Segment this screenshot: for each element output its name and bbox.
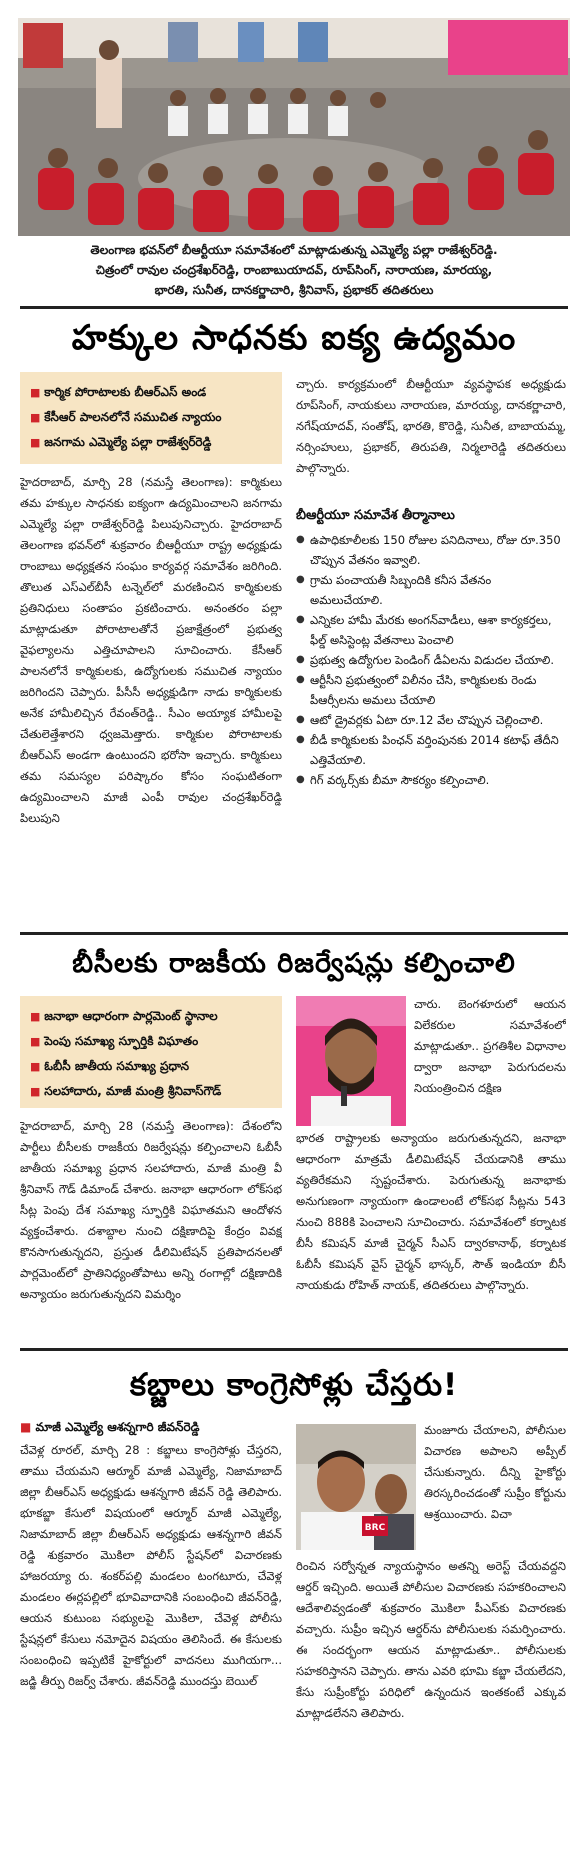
resolutions-list <box>296 530 566 926</box>
resolution-item: ● బీడీ కార్మికులకు పింఛన్ వర్తింపునకు 2014 కటాఫ్ తేదీని ఎత్తివేయాలి. <box>296 730 566 770</box>
kicker-box-2 <box>20 996 282 1108</box>
resolutions-title: బీఆర్టీయూ సమావేశ తీర్మానాలు <box>296 508 455 523</box>
byline: ■ మాజీ ఎమ్మెల్యే ఆశన్నగారి జీవన్‌రెడ్డి <box>20 1420 199 1437</box>
kicker-item: ■ జనగామ ఎమ్మెల్యే పల్లా రాజేశ్వర్‌రెడ్డి <box>30 430 272 455</box>
story3-body-right: రించిన సర్వోన్నత న్యాయస్థానం అతన్ని అరెస్ట్ చేయవద్దని ఆర్డర్ ఇచ్చింది. అయితే పోలీసుల విచారణకు సహకరించాలని ఆదేశాలివ్వడంతో శుక్రవారం మొకిలా పీఎస్‌కు విచారణకు వచ్చారు. సుప్రీం ఇచ్చిన ఆర్డర్‌ను పోలీసులకు సమర్పించారు. ఈ సందర్భంగా ఆయన మాట్లాడుతూ.. పోలీసులకు సహకరిస్తానని చెప్పారు. తాను ఎవరి భూమి కబ్జా చేయలేదని, కేసు సుప్రీంకోర్టు పరిధిలో ఉన్నందున ఇంతకంటే ఎక్కువ మాట్లాడలేనని తెలిపారు. <box>296 1559 566 1720</box>
resolution-item: ● ఆటో డ్రైవర్లకు ఏటా రూ.12 వేల చొప్పున చెల్లించాలి. <box>296 710 566 730</box>
section-rule <box>20 932 568 935</box>
story1-body-right: చ్చారు. కార్యక్రమంలో బీఆర్టీయూ వ్యవస్థాపక అధ్యక్షుడు రూప్‌సింగ్, నాయకులు నారాయణ, మారయ్య, దానకర్ణాచారి, నగేష్‌యాదవ్, సంతోష్, భారతి, కొరెడ్డి, సునీత, బాబాయమ్మ, నర్సింహులు, ప్రభాకర్, తిరుపతి, నిర్మలారెడ్డి తదితరులు పాల్గొన్నారు. <box>296 377 566 475</box>
kicker-item: ■ కార్మిక పోరాటాలకు బీఆర్ఎస్ అండ <box>30 380 272 405</box>
photo-caption <box>18 240 570 300</box>
srinivas-goud-photo <box>296 996 406 1126</box>
headline-1: హక్కుల సాధనకు ఐక్య ఉద్యమం <box>71 318 517 358</box>
story3-body-right-top: మంజూరు చేయాలని, పోలీసుల విచారణ అపాలని అప్పీల్ చేసుకున్నారు. దీన్ని హైకోర్టు తిరస్కరించడంతో సుప్రీం కోర్టును ఆశ్రయించారు. విచా <box>424 1423 566 1521</box>
kicker-item: ■ జనాభా ఆధారంగా పార్లమెంట్ స్థానాల <box>30 1004 272 1029</box>
story2-body-right-top: చారు. బెంగళూరులో ఆయన విలేకరుల సమావేశంలో మాట్లాడుతూ.. ప్రగతిశీల విధానాల ద్వారా జనాభా పెరుగుదలను నియంత్రించిన దక్షిణ <box>414 997 566 1095</box>
caption-line: భారతి, సునీత, దానకర్ణాచారి, శ్రీనివాస్, ప్రభాకర్ తదితరులు <box>154 283 434 297</box>
meeting-photo <box>18 18 570 236</box>
kicker-item: ■ కేసీఆర్ పాలనలోనే సముచిత న్యాయం <box>30 405 272 430</box>
story3-body-left: చేవెళ్ల రూరల్, మార్చి 28 : కబ్జాలు కాంగ్రెసోళ్లు చేస్తరని, తాము చేయమని ఆర్మూర్ మాజీ ఎమ్మెల్యే, నిజామాబాద్ జిల్లా బీఆర్ఎస్ అధ్యక్షుడు ఆశన్నగారి జీవన్ రెడ్డి తెలిపారు. భూకబ్జా కేసులో విషయంలో ఆర్మూర్ మాజీ ఎమ్మెల్యే, నిజామాబాద్ జిల్లా బీఆర్ఎస్ అధ్యక్షుడు ఆశన్నగారి జీవన్ రెడ్డి శుక్రవారం మొకిలా పోలీస్ స్టేషన్‌లో విచారణకు హాజరయ్యా రు. శంకర్‌పల్లి మండలం టంగటూరు, చేవెళ్ల మండలం ఈర్లపల్లిలో భూవివాదానికి సంబంధించి జీవన్‌రెడ్డి, ఆయన కుటుంబ సభ్యులపై మొకిలా, చేవెళ్ల పోలీసు స్టేషన్లలో కేసులు నమోదైన విషయం తెలిసిందే. ఈ కేసులకు సంబంధించి ఇప్పటికే హైకోర్టులో వాదనలు ముగియగా... జడ్జి తీర్పు రిజర్వ్ చేశారు. జీవన్‌రెడ్డి ముందస్తు బెయిల్ <box>20 1443 282 1688</box>
kicker-item: ■ ఓబీసీ జాతీయ సమాఖ్య ప్రధాన <box>30 1054 272 1079</box>
story2-body-right: భారత రాష్ట్రాలకు అన్యాయం జరుగుతున్నదని, జనాభా ఆధారంగా మాత్రమే డీలిమిటేషన్ చేయడానికి తాము వ్యతిరేకమని స్పష్టంచేశారు. పెరుగుతున్న జనాభాకు అనుగుణంగా న్యాయంగా ఉండాలంటే లోక్‌సభ సీట్లను 543 నుంచి 888కి పెంచాలని సూచించారు. సమావేశంలో కర్నాటక బీసీ కమిషన్ మాజీ చైర్మన్ సీఎస్ ద్వారకానాథ్, కర్నాటక ఓబీసీ కమిషన్ వైస్ చైర్మన్ భాస్కర్, సౌత్ ఇండియా బీసీ నాయకుడు రోహిత్ నాయక్, తదితరులు పాల్గొన్నారు. <box>296 1131 566 1292</box>
section-rule <box>20 306 568 309</box>
jeevan-reddy-photo <box>296 1424 416 1550</box>
headline-3: కబ్జాలు కాంగ్రెసోళ్లు చేస్తరు! <box>129 1367 459 1403</box>
resolution-item: ● ఎన్నికల హామీ మేరకు అంగన్‌వాడీలు, ఆశా కార్యకర్తలు, ఫీల్డ్ అసిస్టెంట్ల వేతనాలు పెంచాలి <box>296 610 566 650</box>
story2-body-left: హైదరాబాద్, మార్చి 28 (నమస్తే తెలంగాణ): దేశంలోని పార్టీలు బీసీలకు రాజకీయ రిజర్వేషన్లు కల్పించాలని ఓబీసీ జాతీయ సమాఖ్య ప్రధాన సలహాదారు, మాజీ మంత్రి వీ శ్రీనివాస్ గౌడ్ డిమాండ్ చేశారు. జనాభా ఆధారంగా లోక్‌సభ సీట్ల పెంపు దేశ సమాఖ్య స్ఫూర్తికి విఘాతమని ఆందోళన వ్యక్తంచేశారు. దశాబ్దాల నుంచి దక్షిణాదిపై కేంద్రం వివక్ష కొనసాగుతున్నదని, ప్రస్తుత డీలిమిటేషన్ ప్రతిపాదనలతో పార్లమెంట్‌లో ప్రాతినిధ్యంతోపాటు అన్ని రంగాల్లో దక్షిణాదికి అన్యాయం జరుగుతున్నదని విమర్శిం <box>20 1119 282 1301</box>
resolution-item: ● ప్రభుత్వ ఉద్యోగుల పెండింగ్ డీఏలను విడుదల చేయాలి. <box>296 650 566 670</box>
headline-2: బీసీలకు రాజకీయ రిజర్వేషన్లు కల్పించాలి <box>72 948 516 979</box>
kicker-item: ■ సలహాదారు, మాజీ మంత్రి శ్రీనివాస్‌గౌడ్ <box>30 1079 272 1104</box>
mic-badge: BRC <box>364 1523 386 1533</box>
caption-line: చిత్రంలో రావుల చంద్రశేఖర్‌రెడ్డి, రాంబాబుయాదవ్, రూప్‌సింగ్, నారాయణ, మారయ్య, <box>95 263 493 277</box>
resolution-item: ● ఆర్టీసీని ప్రభుత్వంలో విలీనం చేసి, కార్మికులకు రెండు పీఆర్సీలను అమలు చేయాలి <box>296 670 566 710</box>
story1-body-left: హైదరాబాద్, మార్చి 28 (నమస్తే తెలంగాణ): కార్మికులు తమ హక్కుల సాధనకు ఐక్యంగా ఉద్యమించాలని జనగామ ఎమ్మెల్యే పల్లా రాజేశ్వర్‌రెడ్డి పిలుపునిచ్చారు. హైదరాబాద్ తెలంగాణ భవన్‌లో శుక్రవారం బీఆర్టీయూ రాష్ట్ర అధ్యక్షుడు రాంబాబు అధ్యక్షతన సంఘం కార్యవర్గ సమావేశం జరిగింది. తొలుత ఎస్ఎల్‌బీసీ టన్నెల్‌లో మరణించిన కార్మికులకు ప్రతినిధులు సంతాపం ప్రకటించారు. అనంతరం పల్లా మాట్లాడుతూ పోరాటాలతోనే ప్రజాక్షేత్రంలో ప్రభుత్వ వైఫల్యాలను ఎత్తిచూపాలని సూచించారు. కేసీఆర్ పాలనలోనే కార్మికులకు, ఉద్యోగులకు సముచిత న్యాయం జరిగిందని చెప్పారు. పీసీసీ అధ్యక్షుడిగా నాడు కార్మికులకు అనేక హామీలిచ్చిన రేవంత్‌రెడ్డి.. సీఎం అయ్యాక హామీలపై చేతులెత్తేశారని ధ్వజమెత్తారు. కార్మికుల పోరాటాలకు బీఆర్ఎస్ అండగా ఉంటుందని భరోసా ఇచ్చారు. కార్మికులు తమ సమస్యల పరిష్కారం కోసం సంఘటితంగా ఉద్యమించాలని మాజీ ఎంపీ రావుల చంద్రశేఖర్‌రెడ్డి పిలుపుని <box>20 475 282 825</box>
resolution-item: ● గిగ్ వర్కర్స్‌కు బీమా సౌకర్యం కల్పించాలి. <box>296 770 566 790</box>
caption-line: తెలంగాణ భవన్‌లో బీఆర్టీయూ సమావేశంలో మాట్లాడుతున్న ఎమ్మెల్యే పల్లా రాజేశ్వర్‌రెడ్డి. <box>90 243 498 257</box>
section-rule <box>20 1348 568 1351</box>
kicker-box-1 <box>20 372 282 464</box>
resolution-item: ● గ్రామ పంచాయతీ సిబ్బందికి కనీస వేతనం అమలుచేయాలి. <box>296 570 566 610</box>
resolution-item: ● ఉపాధికూలీలకు 150 రోజుల పనిదినాలు, రోజు రూ.350 చొప్పున వేతనం ఇవ్వాలి. <box>296 530 566 570</box>
kicker-item: ■ పెంపు సమాఖ్య స్ఫూర్తికి విఘాతం <box>30 1029 272 1054</box>
